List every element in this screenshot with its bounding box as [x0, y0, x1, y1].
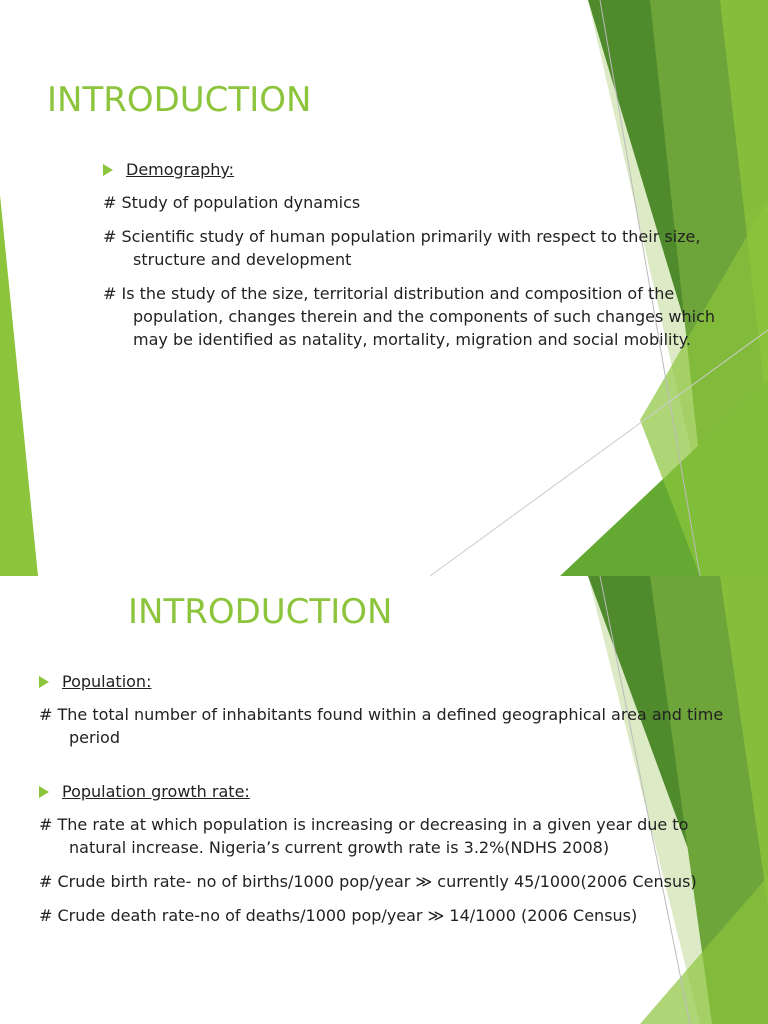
paragraph: # Is the study of the size, territorial distribution and composition of the population, changes therein and the components of such changes which may be identified as natality, mortality, migration and social mobility. [103, 284, 716, 349]
bullet-demography [103, 158, 728, 181]
bullet-label: Population growth rate: [62, 782, 250, 801]
slide-1-title: INTRODUCTION [47, 80, 312, 120]
paragraph: # Scientific study of human population primarily with respect to their size, structure and development [103, 227, 701, 269]
bullet-population-growth-rate [39, 780, 739, 803]
paragraph: # The total number of inhabitants found within a defined geographical area and time period [39, 705, 724, 747]
bullet-triangle-icon [39, 786, 49, 798]
paragraph: # The rate at which population is increasing or decreasing in a given year due to natural increase. Nigeria’s current growth rate is 3.2%(NDHS 2008) [39, 815, 689, 857]
slide-1-content [103, 158, 728, 362]
slide-2-title: INTRODUCTION [128, 592, 393, 632]
bullet-triangle-icon [39, 676, 49, 688]
paragraph: # Crude death rate-no of deaths/1000 pop/year ≫ 14/1000 (2006 Census) [39, 906, 638, 925]
bullet-label: Demography: [126, 160, 235, 179]
slide-2 [0, 576, 768, 1024]
paragraph: # Study of population dynamics [103, 193, 361, 212]
slide-2-content [39, 670, 739, 938]
bullet-population [39, 670, 739, 693]
bullet-triangle-icon [103, 164, 113, 176]
paragraph: # Crude birth rate- no of births/1000 pop/year ≫ currently 45/1000(2006 Census) [39, 872, 697, 891]
bullet-label: Population: [62, 672, 152, 691]
